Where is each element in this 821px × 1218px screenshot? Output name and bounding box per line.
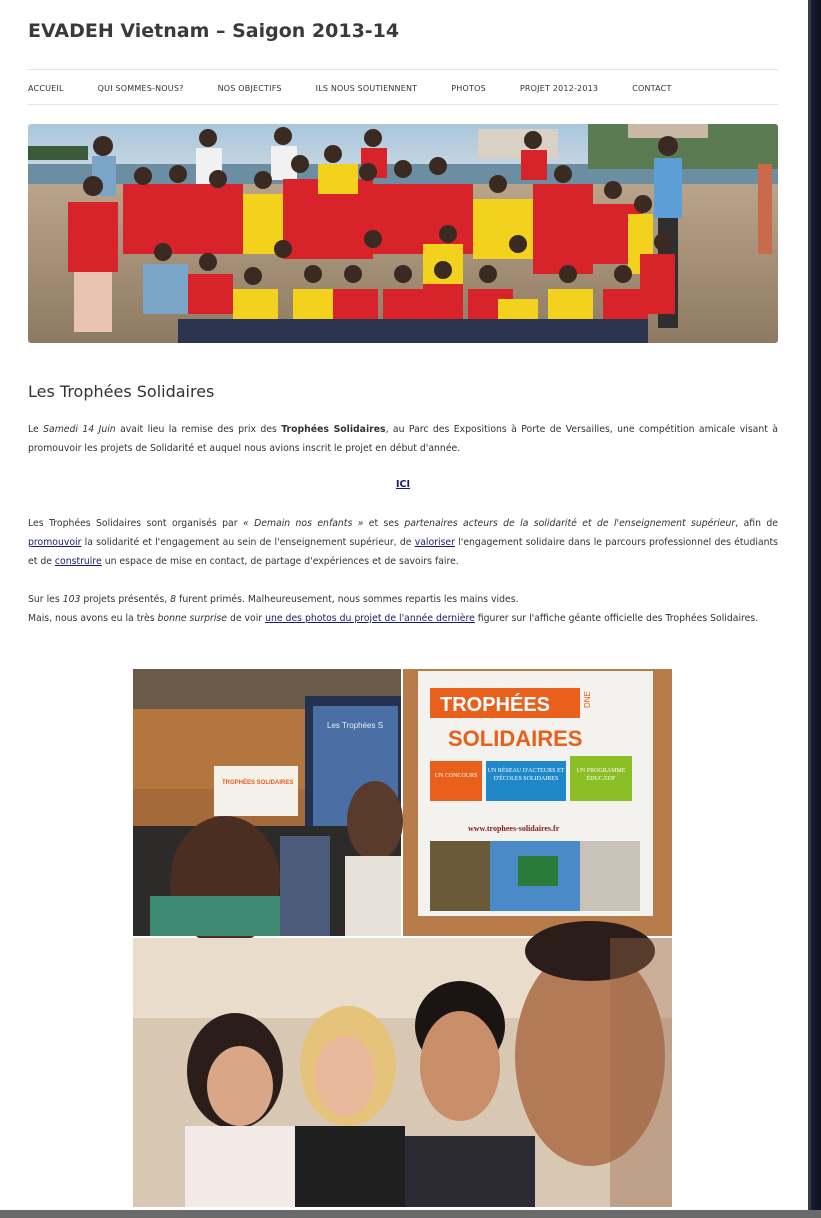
p3-project-count: 103	[62, 594, 81, 605]
p3-text: projets présentés,	[80, 594, 171, 605]
paragraph-surprise	[28, 609, 778, 628]
window-frame-edge	[808, 0, 821, 1218]
p2-text: , afin de	[735, 518, 779, 529]
p4-text: figurer sur l'affiche géante officielle des Trophées Solidaires.	[474, 613, 759, 624]
nav-item-qui-sommes-nous[interactable]: QUI SOMMES-NOUS?	[97, 83, 184, 93]
ici-line	[28, 479, 778, 490]
p1-text: avait lieu la remise des prix des	[115, 424, 282, 435]
frame-inner-edge	[808, 0, 811, 1218]
paragraph-organisation	[28, 514, 778, 571]
poster-box-programme: UN PROGRAMME ÉDUCATIF	[576, 768, 626, 782]
ici-link[interactable]: ICI	[395, 479, 411, 490]
p3-text: Sur les	[28, 594, 63, 605]
header-banner-image	[28, 124, 778, 343]
poster-title-solidaires: SOLIDAIRES	[448, 726, 583, 751]
nav-top-divider	[28, 69, 778, 70]
poster-url: www.trophees-solidaires.fr	[468, 824, 560, 833]
poster-box-reseau: UN RÉSEAU D'ACTEURS ET D'ÉCOLES SOLIDAIRES	[487, 768, 565, 782]
poster-box-concours: UN CONCOURS	[434, 773, 478, 779]
p1-text: , au Parc des Expositions à Porte de Versailles, une compétition amicale visant à promouvoir les projets de Solidarité et auquel nous avions inscrit le projet en début d'année.	[28, 424, 778, 454]
nav-item-accueil[interactable]: ACCUEIL	[28, 83, 64, 93]
p2-text: un espace de mise en contact, de partage d'expériences et de savoirs faire.	[101, 556, 459, 567]
window-bottom-edge	[0, 1210, 821, 1218]
photo-collage	[130, 666, 675, 1210]
post-title: Les Trophées Solidaires	[28, 382, 215, 401]
p2-text: l'engagement solidaire dans le parcours professionnel des étudiants et de	[28, 537, 779, 567]
p4-text: Mais, nous avons eu la très	[28, 613, 158, 624]
collage-image	[130, 666, 675, 1210]
last-year-photo-link[interactable]: une des photos du projet de l'année dernière	[265, 613, 475, 624]
photo-conference-room	[133, 669, 403, 946]
construire-link[interactable]: construire	[54, 556, 102, 567]
site-title[interactable]: EVADEH Vietnam – Saigon 2013-14	[28, 20, 400, 42]
promouvoir-link[interactable]: promouvoir	[28, 537, 82, 548]
main-nav	[28, 72, 778, 104]
p2-text: la solidarité et l'engagement au sein de l'enseignement supérieur, de	[81, 537, 415, 548]
p1-event: Trophées Solidaires	[281, 424, 386, 435]
screen-text: Les Trophées S	[327, 721, 384, 730]
p3-text: furent primés. Malheureusement, nous sommes repartis les mains vides.	[176, 594, 519, 605]
nav-item-nos-objectifs[interactable]: NOS OBJECTIFS	[217, 83, 282, 93]
poster-title-trophees: TROPHÉES	[440, 694, 551, 716]
p1-text: Le	[28, 424, 44, 435]
nav-bottom-divider	[28, 104, 778, 105]
p2-text: et ses	[363, 518, 405, 529]
nav-item-contact[interactable]: CONTACT	[632, 83, 672, 93]
group-photo	[28, 124, 778, 343]
photo-trophees-poster	[403, 669, 672, 936]
poster-title-dne: DNE	[583, 691, 592, 708]
p2-partners: partenaires acteurs de la solidarité et de l'enseignement supérieur	[404, 518, 736, 529]
small-poster-text: TROPHÉES SOLIDAIRES	[222, 780, 294, 786]
p3-awarded-count: 8	[170, 594, 177, 605]
p1-date: Samedi 14 Juin	[43, 424, 116, 435]
paragraph-intro	[28, 420, 778, 458]
p4-text: de voir	[226, 613, 266, 624]
nav-item-projet[interactable]: PROJET 2012-2013	[519, 83, 599, 93]
p2-text: Les Trophées Solidaires sont organisés par	[28, 518, 243, 529]
p4-surprise: bonne surprise	[157, 613, 227, 624]
valoriser-link[interactable]: valoriser	[414, 537, 455, 548]
nav-item-photos[interactable]: PHOTOS	[451, 83, 486, 93]
paragraph-results	[28, 590, 778, 609]
nav-item-ils-nous-soutiennent[interactable]: ILS NOUS SOUTIENNENT	[315, 83, 418, 93]
photo-selfie	[133, 921, 672, 1207]
p2-org: « Demain nos enfants »	[242, 518, 364, 529]
